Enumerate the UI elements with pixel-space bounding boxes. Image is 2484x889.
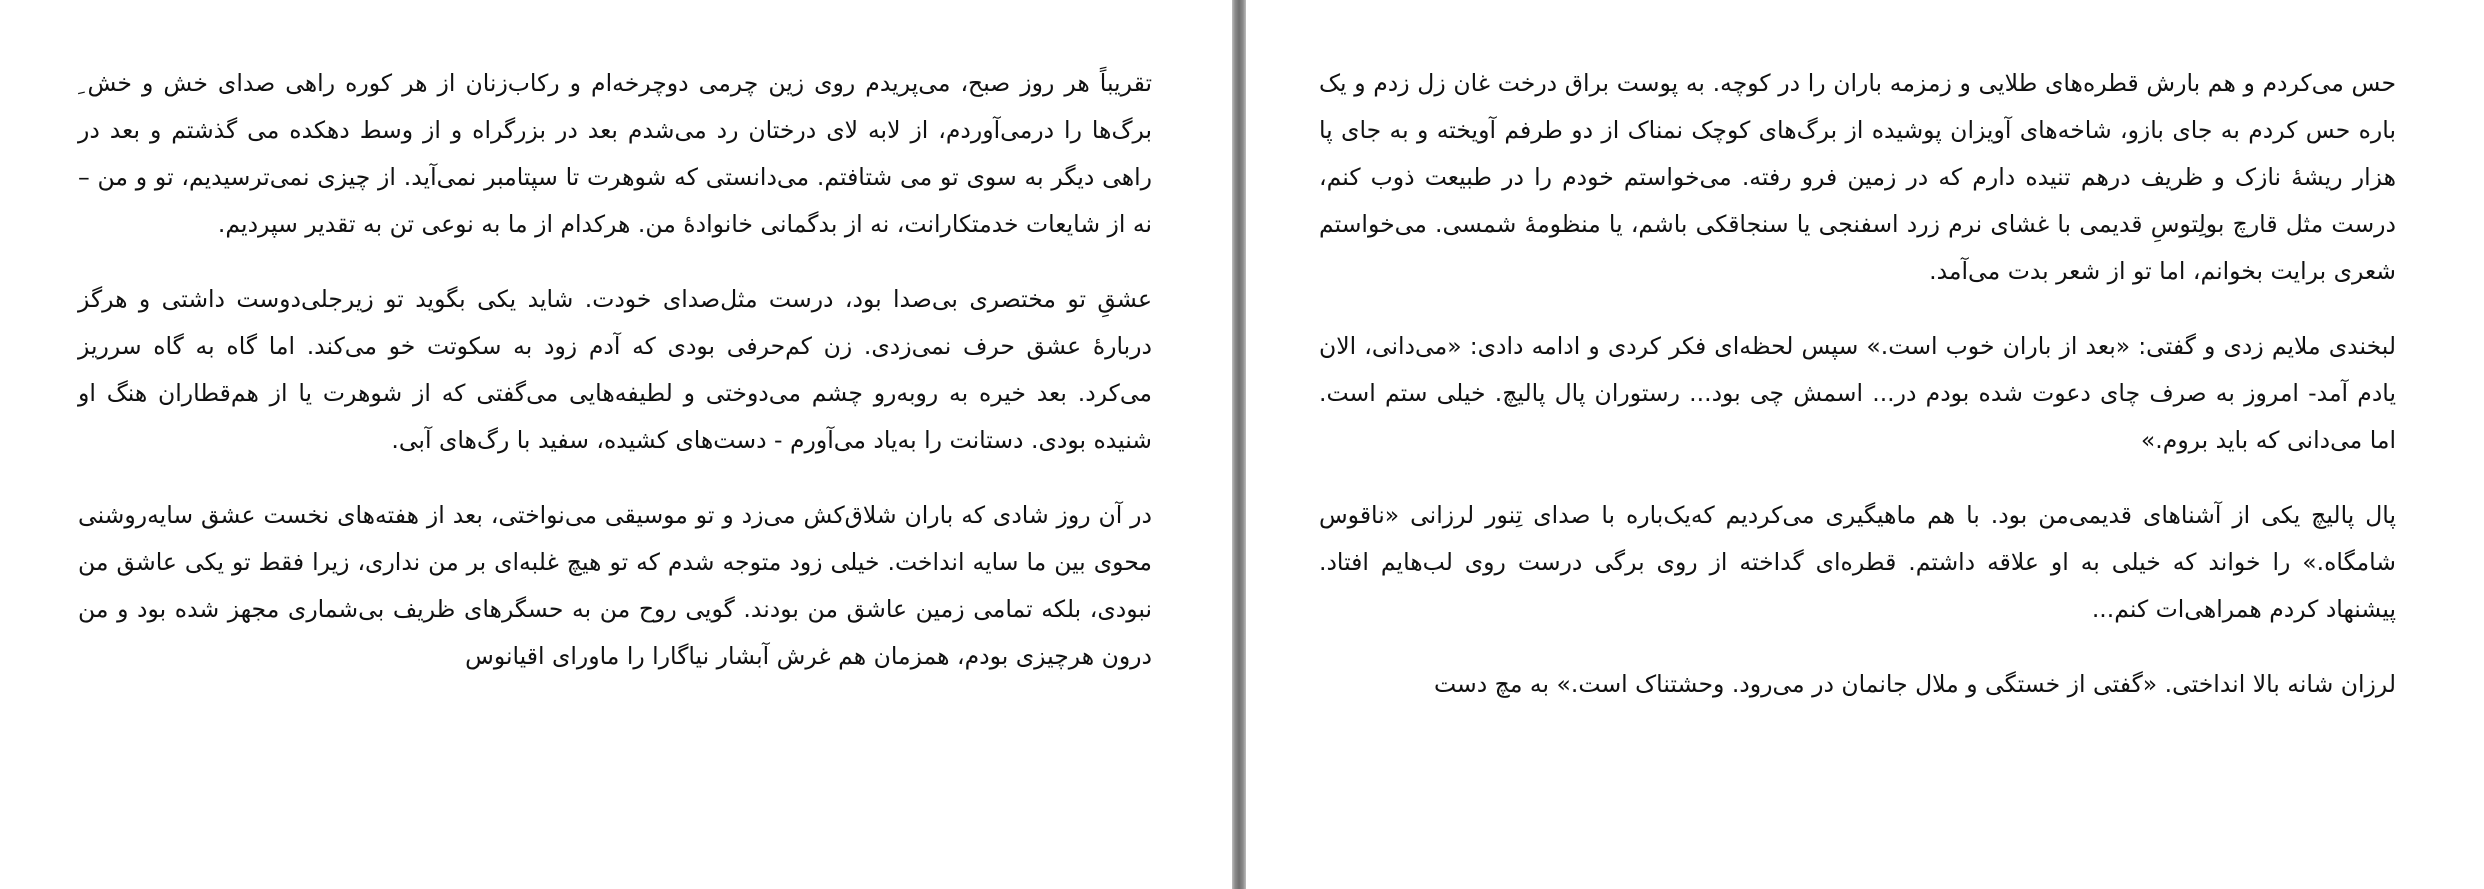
right-paragraph-1: حس می‌کردم و هم بارش قطره‌های طلایی و زمزمه باران را در کوچه. به پوست براق درخت غان زل زدم و یک باره حس کردم به جای بازو، شاخه‌های آویزان پوشیده از برگ‌های کوچک نمناک از دو طرفم آویخته و به جای پا هزار ریشهٔ نازک و ظریف درهم تنیده دارم که در زمین فرو رفته. می‌خواستم خودم را در طبیعت ذوب کنم، درست مثل قارچ بولِتوسِ قدیمی با غشای نرم زرد اسفنجی یا سنجاقکی باشم، یا منظومهٔ شمسی. می‌خواستم شعری برایت بخوانم، اما تو از شعر بدت می‌آمد.	[1319, 69, 2396, 285]
right-page	[1246, 0, 2484, 889]
left-page	[0, 0, 1232, 889]
right-paragraph-4: لرزان شانه بالا انداختی. «گفتی از خستگی و ملال جانمان در می‌رود. وحشتناک است.» به مچ دست	[1433, 670, 2396, 698]
right-paragraph-3: پال پالیچ یکی از آشناهای قدیمی‌من بود. با هم ماهیگیری می‌کردیم که‌یک‌باره با صدای تِنور لرزانی «ناقوس شامگاه.» را خواند که خیلی به او علاقه داشتم. قطره‌ای گداخته از روی برگی درست روی لب‌هایم افتاد. پیشنهاد کردم همراهی‌ات کنم...	[1319, 501, 2396, 623]
right-text-block	[1319, 0, 2396, 708]
left-text-block	[78, 0, 1152, 680]
left-paragraph-1: تقریباً هر روز صبح، می‌پریدم روی زین چرمی دوچرخه‌ام و رکاب‌زنان از هر کوره راهی صدای خش و خش ِ برگ‌ها را درمی‌آوردم، از لابه لای درختان رد می‌شدم بعد در بزرگراه و از وسط دهکده می گذشتم و بعد در راهی دیگر به سوی تو می شتافتم. می‌دانستی که شوهرت تا سپتامبر نمی‌آید. از چیزی نمی‌ترسیدیم، تو و من – نه از شایعات خدمتکارانت، نه از بدگمانی خانوادهٔ من. هرکدام از ما به نوعی تن به تقدیر سپردیم.	[78, 69, 1152, 238]
left-paragraph-3: در آن روز شادی که باران شلاق‌کش می‌زد و تو موسیقی می‌نواختی، بعد از هفته‌های نخست عشق سایه‌روشنی محوی بین ما سایه انداخت. خیلی زود متوجه شدم که تو هیچ غلبه‌ای بر من نداری، زیرا فقط تو یکی عاشق من نبودی، بلکه تمامی زمین عاشق من بودند. گویی روح من به حسگرهای ظریف بی‌شماری مجهز شده بود و من درون هرچیزی بودم، همزمان هم غرش آبشار نیاگارا را ماورای اقیانوس	[78, 501, 1152, 670]
page-gutter	[1232, 0, 1246, 889]
right-paragraph-2: لبخندی ملایم زدی و گفتی: «بعد از باران خوب است.» سپس لحظه‌ای فکر کردی و ادامه دادی: «می‌دانی، الان یادم آمد- امروز به صرف چای دعوت شده بودم در... اسمش چی بود... رستوران پال پالیچ. خیلی ستم است. اما می‌دانی که باید بروم.»	[1319, 332, 2396, 454]
left-paragraph-2: عشقِ تو مختصری بی‌صدا بود، درست مثل‌صدای خودت. شاید یکی بگوید تو زیرجلی‌دوست داشتی و هرگز دربارهٔ عشق حرف نمی‌زدی. زن کم‌حرفی بودی که آدم زود به سکوتت خو می‌کند. اما گاه به گاه سرریز می‌کرد. بعد خیره به روبه‌رو چشم می‌دوختی و لطیفه‌هایی می‌گفتی که از شوهرت یا از هم‌قطاران هنگ او شنیده بودی. دستانت را به‌یاد می‌آورم - دست‌های کشیده، سفید با رگ‌های آبی.	[78, 285, 1152, 454]
